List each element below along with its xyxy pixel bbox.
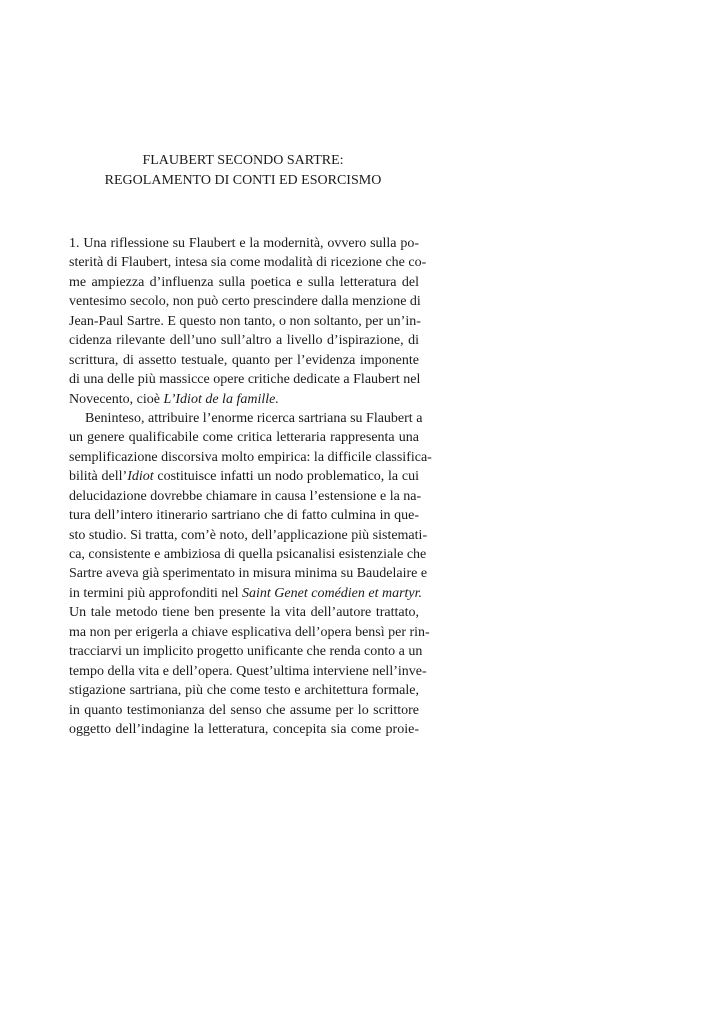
body-line [69,292,419,311]
line-text: sto studio. Si tratta, com’è noto, dell’applicazione più sistemati- [69,527,428,543]
line-text: sterità di Flaubert, intesa sia come modalità di ricezione che co- [69,255,427,271]
italic-title-text: Idiot [127,469,154,485]
chapter-title-line-2: REGOLAMENTO DI CONTI ED ESORCISMO [104,173,382,188]
line-text: 1. Una riflessione su Flaubert e la modernità, ovvero sulla po- [69,236,419,251]
body-line [69,234,419,253]
body-line [69,545,427,564]
body-text [69,234,432,739]
line-text: ventesimo secolo, non può certo prescindere dalla menzione di [69,294,421,310]
line-text: Beninteso, attribuire l’enorme ricerca sartriana su Flaubert a [85,410,423,426]
line-text: di una delle più massicce opere critiche dedicate a Flaubert nel [69,372,421,388]
line-text: stigazione sartriana, più che come testo e architettura formale, [69,683,419,699]
body-line [69,312,419,331]
body-line [69,564,428,583]
line-text: tempo della vita e dell’opera. Quest’ultima interviene nell’inve- [69,663,427,679]
line-text: oggetto dell’indagine la letteratura, concepita sia come proie- [69,721,419,737]
line-text: in termini più approfonditi nel [69,585,243,601]
italic-title-text: Saint Genet comédien et martyr. [242,585,423,601]
line-text: tracciarvi un implicito progetto unificante che renda conto a un [69,644,423,660]
body-line [69,487,422,506]
italic-title-text: L’Idiot de la famille. [163,391,279,407]
body-line [69,448,432,467]
chapter-title-line-1: FLAUBERT SECONDO SARTRE: [142,153,344,168]
body-line [69,351,419,370]
body-line [69,331,419,350]
body-line [69,603,419,622]
line-text: delucidazione dovrebbe chiamare in causa l’estensione e la na- [69,488,422,504]
line-text: Novecento, cioè [69,391,164,407]
line-text: un genere qualificabile come critica letteraria rappresenta una [69,430,419,446]
body-line [69,526,428,545]
chapter-title [52,151,434,191]
line-text: Un tale metodo tiene ben presente la vita dell’autore trattato, [69,605,419,621]
line-text: ca, consistente e ambiziosa di quella psicanalisi esistenziale che [69,547,427,562]
body-line [69,253,427,272]
body-line [69,390,419,409]
line-text: tura dell’intero itinerario sartriano che di fatto culmina in que- [69,508,419,524]
body-line [69,662,427,681]
body-line [69,681,419,700]
body-line [69,642,423,661]
line-text: ma non per erigerla a chiave esplicativa dell’opera bensì per rin- [69,624,430,640]
line-text: cidenza rilevante dell’uno sull’altro a livello d’ispirazione, di [69,333,419,349]
body-line [69,273,419,292]
body-line [69,409,423,428]
body-line [69,623,430,642]
line-text: in quanto testimonianza del senso che assume per lo scrittore [69,702,419,718]
body-line [69,428,419,447]
line-text: Jean-Paul Sartre. E questo non tanto, o non soltanto, per un’in- [69,313,421,329]
line-text: semplificazione discorsiva molto empirica: la difficile classifica- [69,449,432,465]
line-text: Sartre aveva già sperimentato in misura minima su Baudelaire e [69,566,428,582]
body-line [69,584,423,603]
body-line [69,506,419,525]
body-line [69,370,419,389]
body-line [69,467,419,486]
line-text: costituisce infatti un nodo problematico, la cui [153,469,419,485]
line-text: bilità dell’ [69,469,128,485]
body-line [69,720,419,739]
line-text: scrittura, di assetto testuale, quanto per l’evidenza imponente [69,352,419,368]
line-text: me ampiezza d’influenza sulla poetica e sulla letteratura del [69,274,419,290]
body-line [69,701,419,720]
